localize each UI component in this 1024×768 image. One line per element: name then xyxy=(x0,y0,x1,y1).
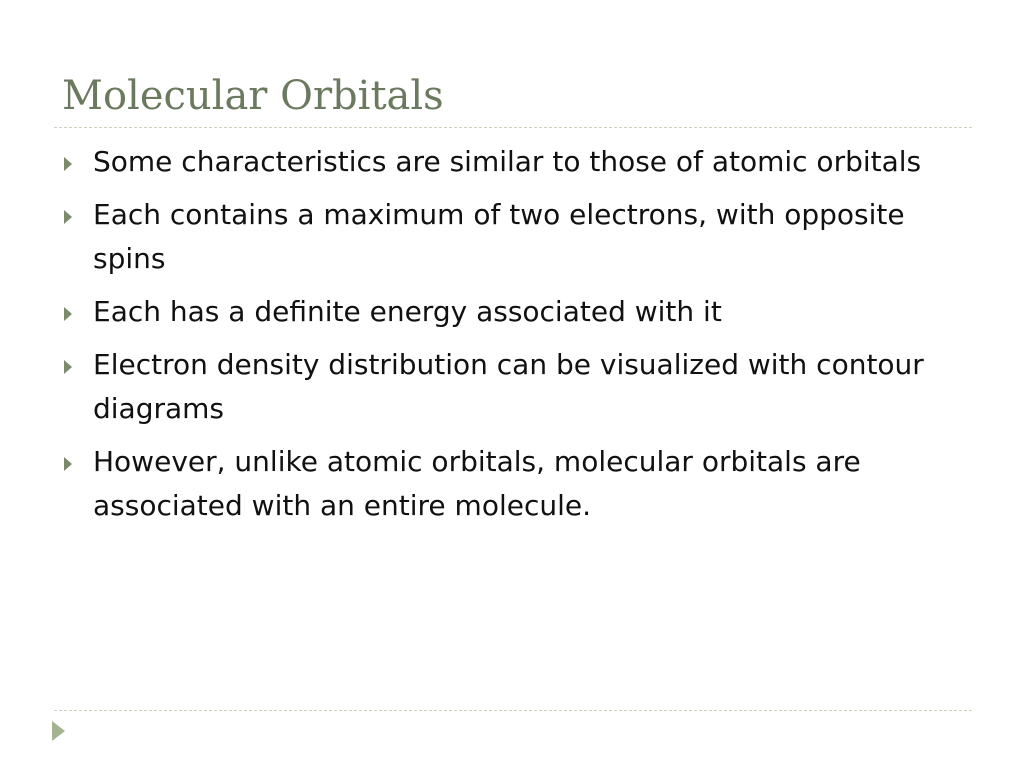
bullet-item xyxy=(58,140,978,184)
bullet-text: However, unlike atomic orbitals, molecular orbitals are associated with an entire molecule. xyxy=(93,445,861,522)
footer-divider xyxy=(54,710,972,711)
bullet-item xyxy=(58,343,978,431)
bullet-item xyxy=(58,440,978,528)
bullet-text: Each contains a maximum of two electrons, with opposite spins xyxy=(93,198,905,275)
bullet-text: Electron density distribution can be visualized with contour diagrams xyxy=(93,348,924,425)
triangle-bullet-icon xyxy=(64,157,72,171)
triangle-bullet-icon xyxy=(64,360,72,374)
bullet-item xyxy=(58,193,978,281)
title-divider xyxy=(54,127,972,128)
bullet-text: Some characteristics are similar to those of atomic orbitals xyxy=(93,145,922,178)
next-arrow-icon[interactable] xyxy=(52,721,65,741)
triangle-bullet-icon xyxy=(64,457,72,471)
triangle-bullet-icon xyxy=(64,210,72,224)
triangle-bullet-icon xyxy=(64,307,72,321)
bullet-list xyxy=(58,140,978,537)
slide-title: Molecular Orbitals xyxy=(62,73,444,119)
bullet-text: Each has a definite energy associated with it xyxy=(93,295,722,328)
bullet-item xyxy=(58,290,978,334)
